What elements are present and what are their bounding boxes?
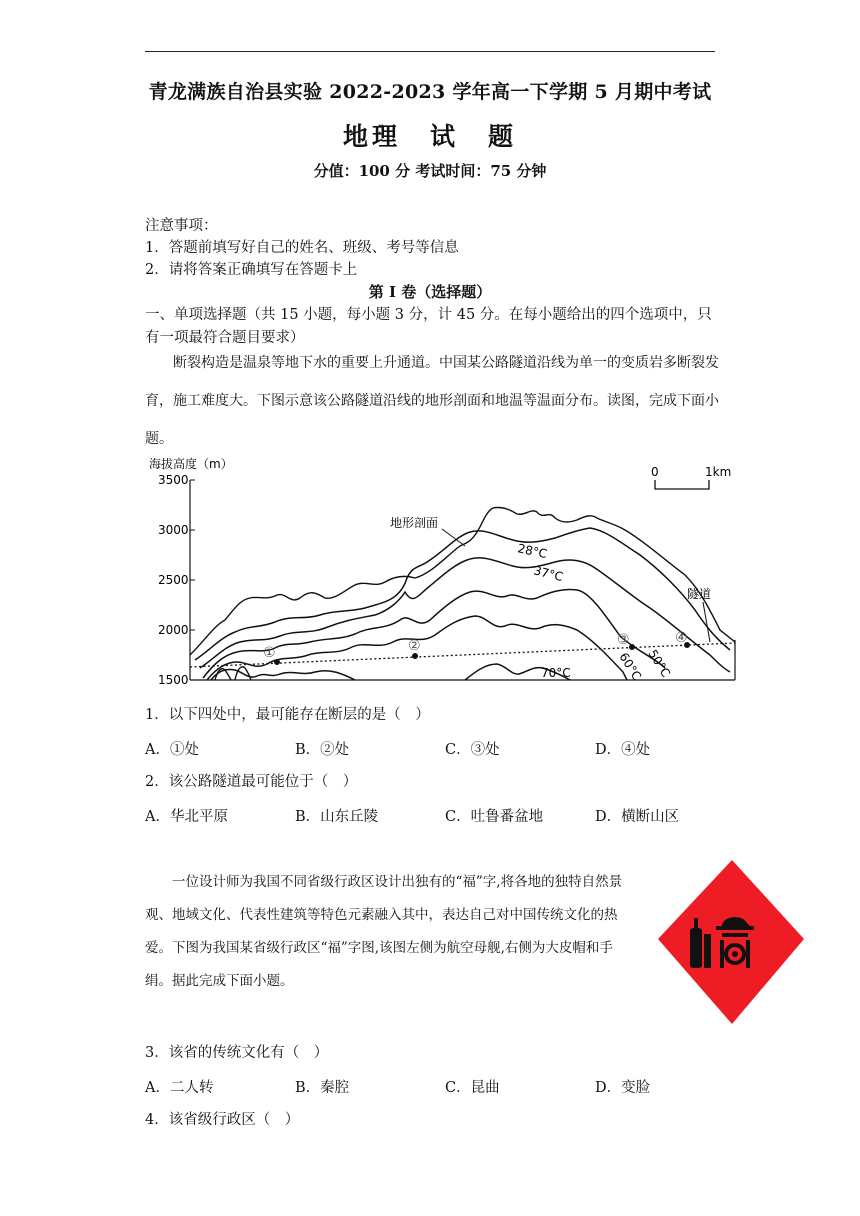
y-tick-3000: 3000 <box>158 523 189 537</box>
q2-option-a[interactable]: A．华北平原 <box>145 809 228 825</box>
y-tick-2000: 2000 <box>158 623 189 637</box>
notes-heading: 注意事项： <box>145 218 218 234</box>
section-title: 第 I 卷（选择题） <box>368 283 492 301</box>
marker-label-4: ④ <box>675 630 688 646</box>
passage-2: 一位设计师为我国不同省级行政区设计出独有的“福”字,将各地的独特自然景观、地域文化、代表性建筑等特色元素融入其中，表达自己对中国传统文化的热爱。下图为我国某省级行政区“福”字图,该图左侧为航空母舰,右侧为大皮帽和手绢。据此完成下面小题。 <box>145 874 623 989</box>
iso-label-70: 70°C <box>541 666 571 680</box>
question-3-stem: 3．该省的传统文化有（ ） <box>145 1045 329 1061</box>
marker-label-1: ① <box>263 645 276 661</box>
y-tick-1500: 1500 <box>158 673 189 687</box>
y-axis-label: 海拔高度（m） <box>149 457 233 471</box>
q3-option-a[interactable]: A．二人转 <box>145 1080 214 1096</box>
q1-option-a[interactable]: A．①处 <box>145 742 199 758</box>
notes-item-2: 2．请将答案正确填写在答题卡上 <box>145 262 358 278</box>
marker-label-3: ③ <box>617 632 630 648</box>
q2-option-c[interactable]: C．吐鲁番盆地 <box>445 809 544 825</box>
label-terrain-profile: 地形剖面 <box>390 516 439 530</box>
passage-1: 断裂构造是温泉等地下水的重要上升通道。中国某公路隧道沿线为单一的变质岩多断裂发育，施工难度大。下图示意该公路隧道沿线的地形剖面和地温等温面分布。读图，完成下面小题。 <box>145 355 719 447</box>
marker-label-2: ② <box>408 638 421 654</box>
q1-option-d[interactable]: D．④处 <box>595 742 651 758</box>
section-instruction-1: 一、单项选择题（共 15 小题，每小题 3 分，计 45 分。在每小题给出的四个选项中，只 <box>145 307 712 323</box>
isotherm-70 <box>211 664 570 680</box>
y-tick-3500: 3500 <box>158 473 189 487</box>
isotherm-50 <box>203 589 665 678</box>
label-terrain-leader <box>442 529 465 546</box>
marker-point-3 <box>629 644 635 650</box>
y-tick-2500: 2500 <box>158 573 189 587</box>
top-rule <box>145 51 715 52</box>
exam-subject-title: 地理 试 题 <box>342 122 517 151</box>
question-2-stem: 2．该公路隧道最可能位于（ ） <box>145 774 358 790</box>
iso-label-28: 28°C <box>516 541 549 562</box>
q3-option-b[interactable]: B．秦腔 <box>295 1080 350 1096</box>
q2-option-d[interactable]: D．横断山区 <box>595 809 680 825</box>
exam-meta: 分值：100 分 考试时间：75 分钟 <box>313 162 547 180</box>
red-diamond <box>658 860 804 1024</box>
q1-option-c[interactable]: C．③处 <box>445 742 500 758</box>
iso-label-60: 60°C <box>616 650 645 683</box>
question-1-stem: 1．以下四处中，最可能存在断层的是（ ） <box>145 707 430 723</box>
q3-option-c[interactable]: C．昆曲 <box>445 1080 500 1096</box>
scale-label-0: 0 <box>651 465 659 479</box>
question-4-stem: 4．该省级行政区（ ） <box>145 1112 300 1128</box>
notes-item-1: 1．答题前填写好自己的姓名、班级、考号等信息 <box>145 240 459 256</box>
section-instruction-2: 有一项最符合题目要求） <box>145 330 305 346</box>
q1-option-b[interactable]: B．②处 <box>295 742 350 758</box>
terrain-profile-figure <box>145 450 745 690</box>
label-tunnel: 隧道 <box>687 587 712 601</box>
iso-label-37: 37°C <box>532 563 565 585</box>
q2-option-b[interactable]: B．山东丘陵 <box>295 809 379 825</box>
fu-character-figure <box>630 856 810 1032</box>
scale-label-1km: 1km <box>705 465 732 479</box>
terrain-profile-line <box>190 507 735 655</box>
iso-label-50: 50°C <box>645 647 674 680</box>
scale-bar <box>655 480 709 489</box>
q3-option-d[interactable]: D．变脸 <box>595 1080 651 1096</box>
exam-school-title: 青龙满族自治县实验 2022-2023 学年高一下学期 5 月期中考试 <box>148 81 712 103</box>
